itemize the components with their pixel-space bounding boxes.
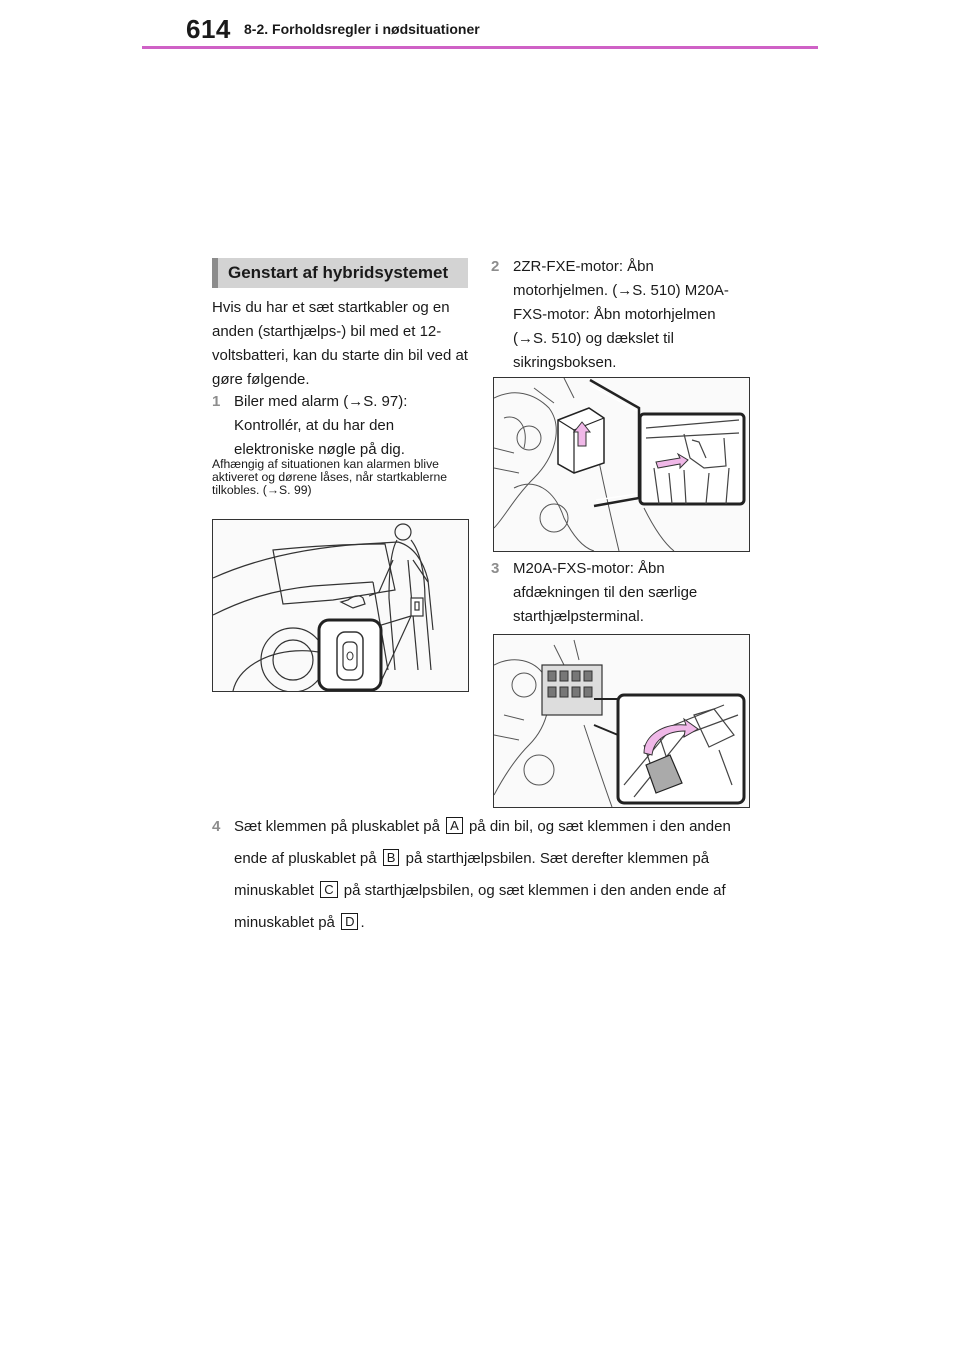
- step-number: 4: [212, 818, 221, 835]
- label-a: A: [446, 817, 463, 834]
- step-text-part: på starthjælpsbilen. Sæt derefter klemmen på minuskablet: [234, 850, 710, 899]
- step-text-part: på din bil, og sæt klemmen i den anden ende af pluskablet på: [234, 818, 731, 867]
- car-key-illustration: [212, 519, 469, 692]
- step-text: [234, 811, 754, 939]
- label-c: C: [320, 881, 337, 898]
- label-b: B: [383, 849, 400, 866]
- step-text-part: .: [360, 914, 365, 931]
- intro-paragraph: Hvis du har et sæt startkabler og en anden (starthjælps-) bil med et 12-voltsbatteri, kan du starte din bil ved at gøre følgende.: [212, 299, 468, 388]
- label-d: D: [341, 913, 358, 930]
- fuse-box-cover-illustration: [493, 377, 750, 552]
- chapter-heading: 8-2. Forholdsregler i nødsituationer: [244, 21, 480, 37]
- jump-start-terminal-illustration: [493, 634, 750, 808]
- page-number: 614: [186, 14, 231, 44]
- step-text: M20A-FXS-motor: Åbn afdækningen til den særlige starthjælpsterminal.: [513, 560, 698, 625]
- step-number: 1: [212, 393, 221, 410]
- step-text-part: på starthjælpsbilen, og sæt klemmen i den anden ende af minuskablet på: [234, 882, 726, 931]
- step-text: Biler med alarm (→S. 97): Kontrollér, at du har den elektroniske nøgle på dig.: [234, 393, 408, 458]
- step-text: 2ZR-FXE-motor: Åbn motorhjelmen. (→S. 510) M20A-FXS-motor: Åbn motorhjelmen (→S. 510) og dækslet til sikringsboksen.: [513, 258, 729, 371]
- step-text-part: Sæt klemmen på pluskablet på: [234, 818, 440, 835]
- note-text: Afhængig af situationen kan alarmen blive aktiveret og dørene låses, når startkablerne tilkobles. (→S. 99): [212, 457, 448, 497]
- step-number: 3: [491, 560, 500, 577]
- step-number: 2: [491, 258, 500, 275]
- section-title: Genstart af hybridsystemet: [212, 258, 468, 288]
- header-divider: [142, 46, 818, 49]
